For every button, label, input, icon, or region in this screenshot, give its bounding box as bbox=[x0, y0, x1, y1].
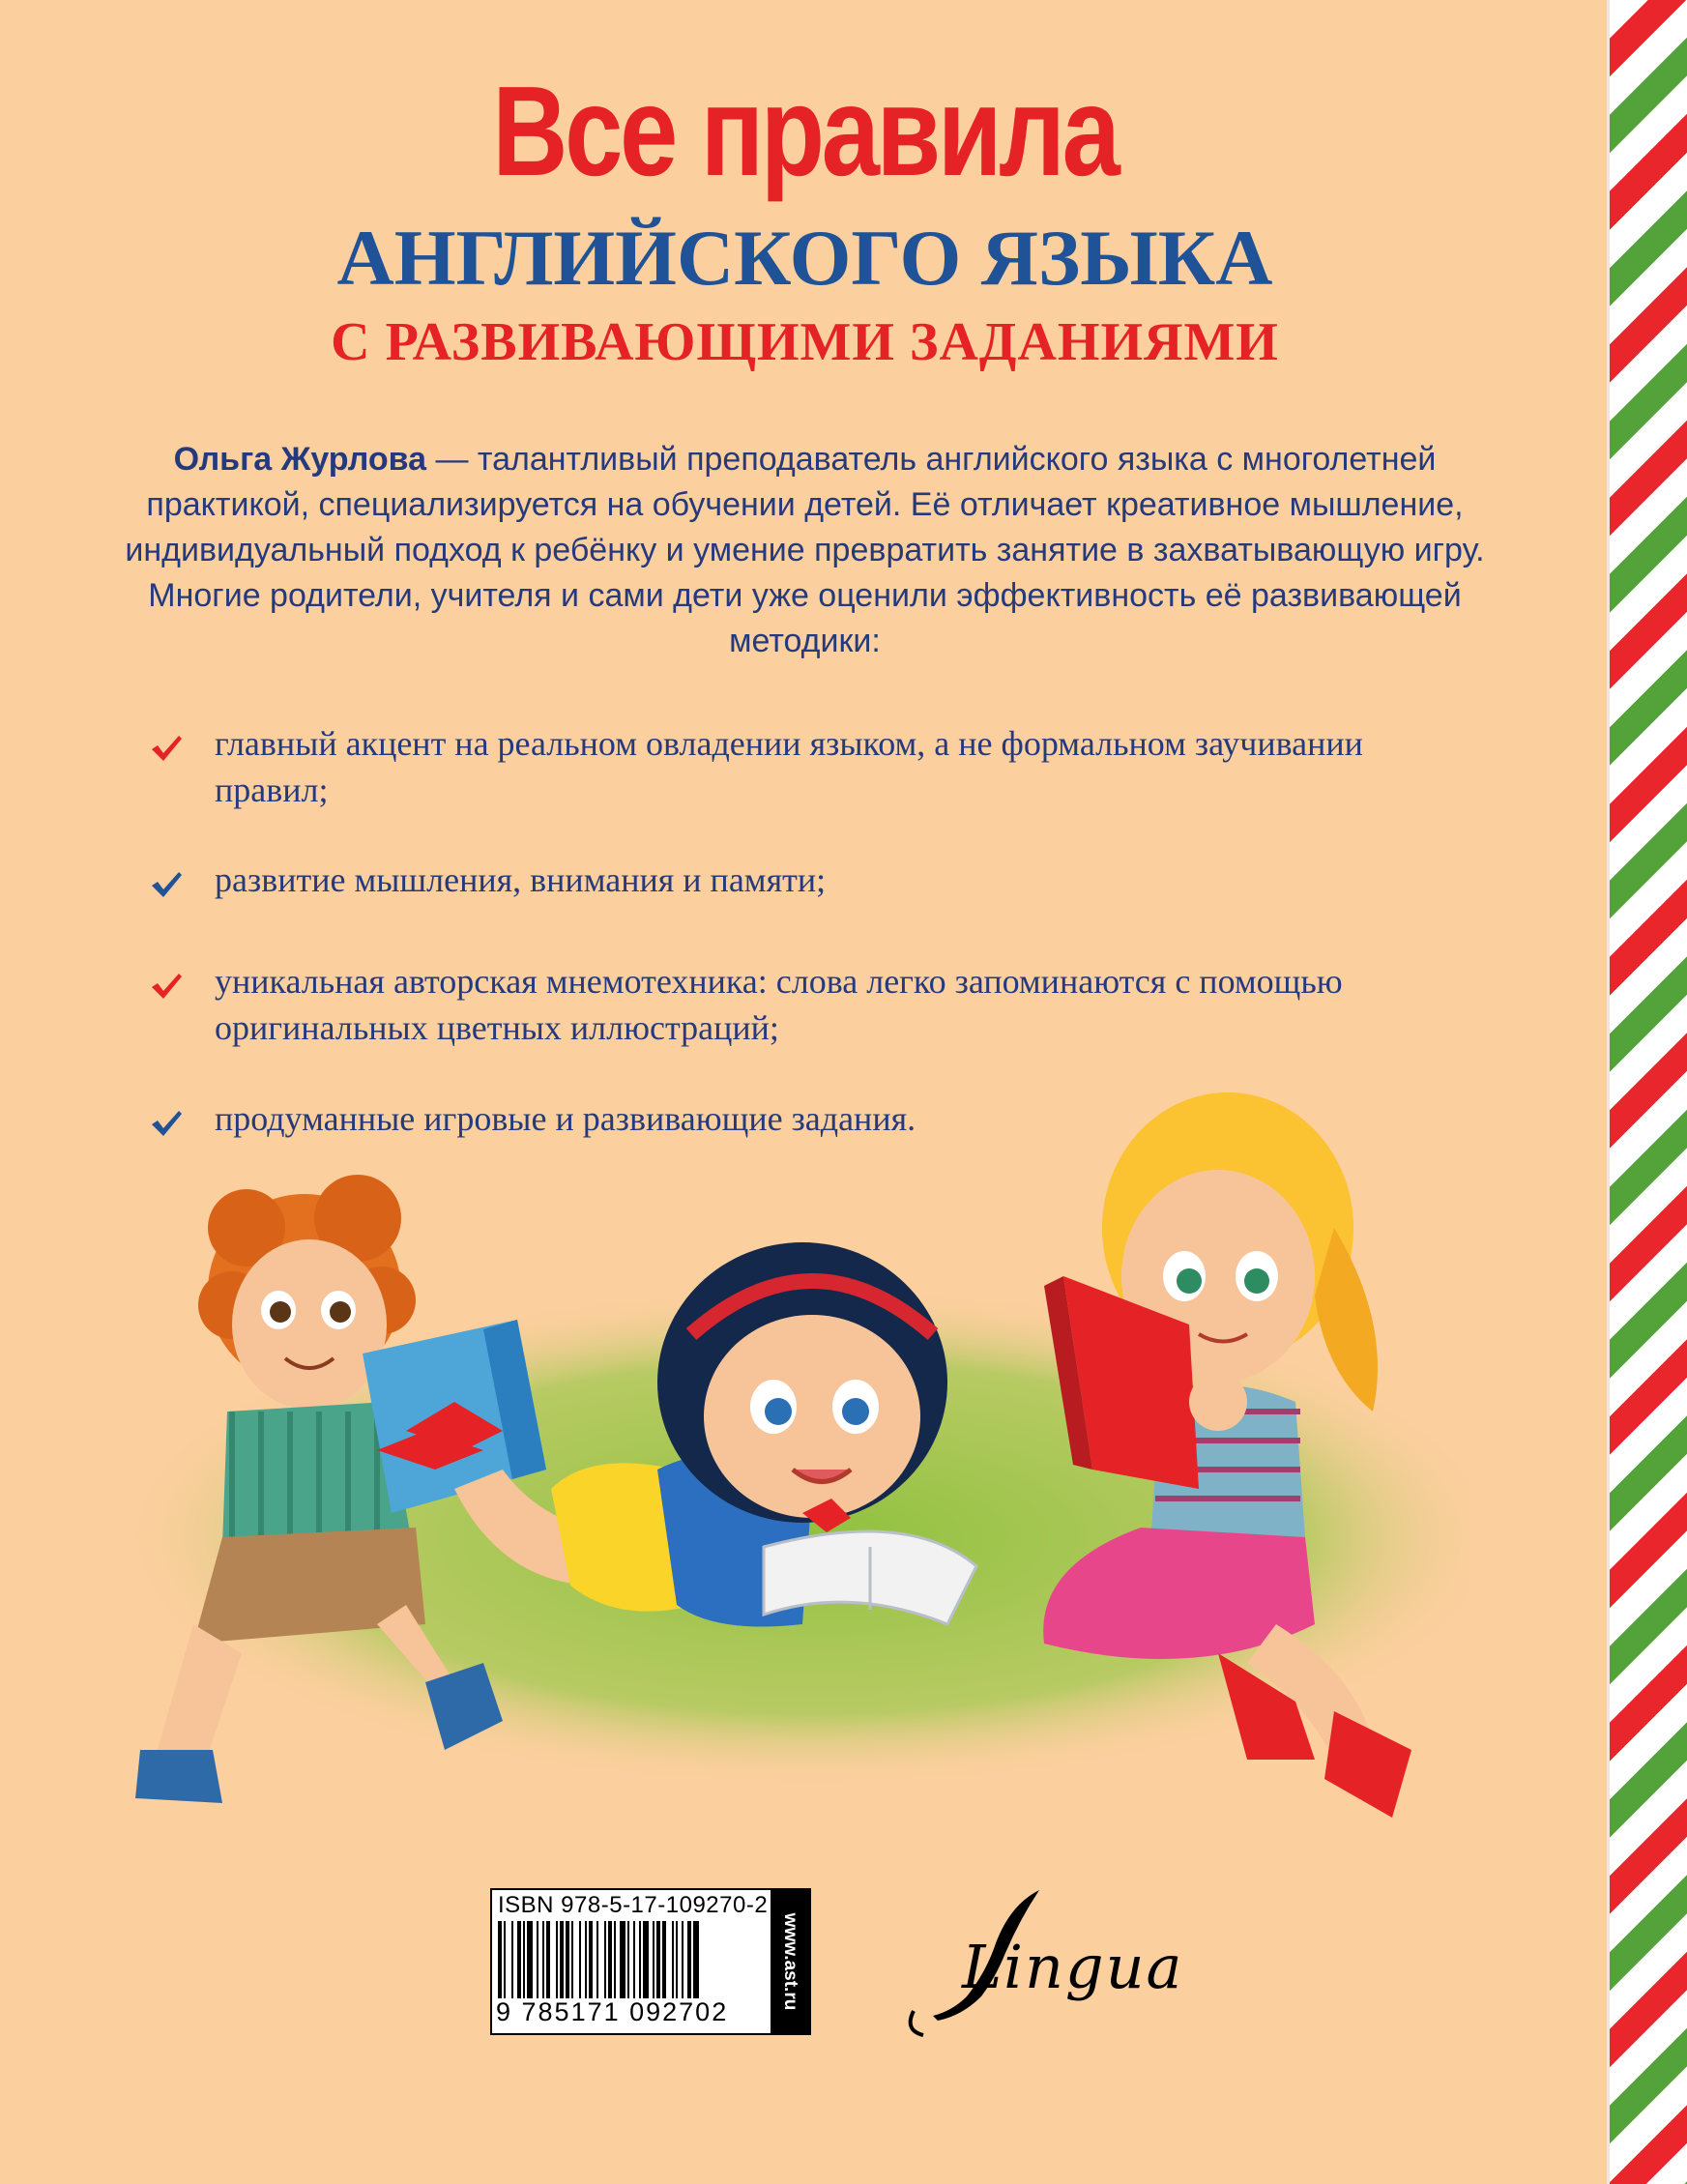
barcode-bar bbox=[498, 1921, 502, 1998]
barcode-bar bbox=[639, 1921, 641, 1998]
barcode bbox=[490, 1888, 811, 2035]
barcode-bar bbox=[614, 1921, 616, 1998]
barcode-bar bbox=[504, 1921, 506, 1998]
barcode-bar bbox=[566, 1921, 569, 1998]
barcode-bar bbox=[527, 1921, 533, 1998]
barcode-bars bbox=[498, 1921, 763, 1998]
checkmark-icon bbox=[150, 734, 183, 763]
barcode-bar bbox=[571, 1921, 573, 1998]
barcode-bar bbox=[585, 1921, 587, 1998]
barcode-bar bbox=[542, 1921, 544, 1998]
title-subtitle: АНГЛИЙСКОГО ЯЗЫКА bbox=[336, 214, 1273, 302]
barcode-bar bbox=[596, 1921, 598, 1998]
feature-list bbox=[150, 720, 1407, 1142]
feature-item bbox=[150, 958, 1407, 1051]
feature-item bbox=[150, 857, 1407, 903]
barcode-bar bbox=[589, 1921, 593, 1998]
barcode-bar bbox=[556, 1921, 558, 1998]
barcode-bar bbox=[517, 1921, 521, 1998]
barcode-bar bbox=[620, 1921, 625, 1998]
barcode-bar bbox=[687, 1921, 691, 1998]
publisher-website bbox=[771, 1890, 809, 2033]
barcode-bar bbox=[546, 1921, 550, 1998]
title-tagline: С РАЗВИВАЮЩИМИ ЗАДАНИЯМИ bbox=[331, 312, 1279, 372]
checkmark-icon bbox=[150, 870, 183, 899]
barcode-bar bbox=[627, 1921, 629, 1998]
barcode-bar bbox=[511, 1921, 513, 1998]
barcode-bar bbox=[579, 1921, 581, 1998]
barcode-digits: 9 785171 092702 bbox=[496, 1997, 729, 2026]
barcode-bar bbox=[653, 1921, 654, 1998]
feature-text: уникальная авторская мнемотехника: слова легко запоминаются с помощью оригинальных цветных иллюстраций; bbox=[215, 962, 1343, 1047]
publisher-website-text: www.ast.ru bbox=[780, 1912, 800, 2011]
barcode-bar bbox=[608, 1921, 612, 1998]
author-bio: — талантливый преподаватель английского языка с многолетней практикой, специализируется на обучении детей. Её отличает креативное мышление, индивидуальный подход к ребёнку и умение превратить занятие в захватывающую игру. Многие родители, учителя и сами дети уже оценили эффективность её развивающей методики: bbox=[125, 441, 1485, 659]
barcode-bar bbox=[523, 1921, 525, 1998]
publisher-logo bbox=[894, 1885, 1184, 2040]
author-description bbox=[92, 437, 1518, 664]
checkmark-icon bbox=[150, 972, 183, 1001]
author-name: Ольга Журлова bbox=[173, 441, 426, 478]
feature-text: развитие мышления, внимания и памяти; bbox=[215, 860, 827, 899]
title-main: Все правила bbox=[492, 60, 1118, 202]
barcode-bar bbox=[682, 1921, 684, 1998]
children-reading-illustration bbox=[135, 1083, 1469, 1934]
barcode-bar bbox=[656, 1921, 660, 1998]
feature-text: главный акцент на реальном овладении языком, а не формальном заучивании правил; bbox=[215, 724, 1363, 809]
barcode-bar bbox=[633, 1921, 635, 1998]
decorative-stripe-border bbox=[1607, 0, 1687, 2184]
barcode-bar bbox=[676, 1921, 678, 1998]
barcode-bar bbox=[604, 1921, 606, 1998]
barcode-bar bbox=[662, 1921, 666, 1998]
isbn-number: ISBN 978-5-17-109270-2 bbox=[498, 1892, 769, 1918]
feature-text: продуманные игровые и развивающие задания. bbox=[215, 1099, 916, 1138]
barcode-bar bbox=[537, 1921, 538, 1998]
feature-item bbox=[150, 720, 1407, 813]
publisher-logo-text: Lingua bbox=[962, 1932, 1184, 2002]
barcode-bar bbox=[643, 1921, 649, 1998]
barcode-bar bbox=[560, 1921, 564, 1998]
barcode-bar bbox=[693, 1921, 699, 1998]
barcode-bar bbox=[672, 1921, 674, 1998]
